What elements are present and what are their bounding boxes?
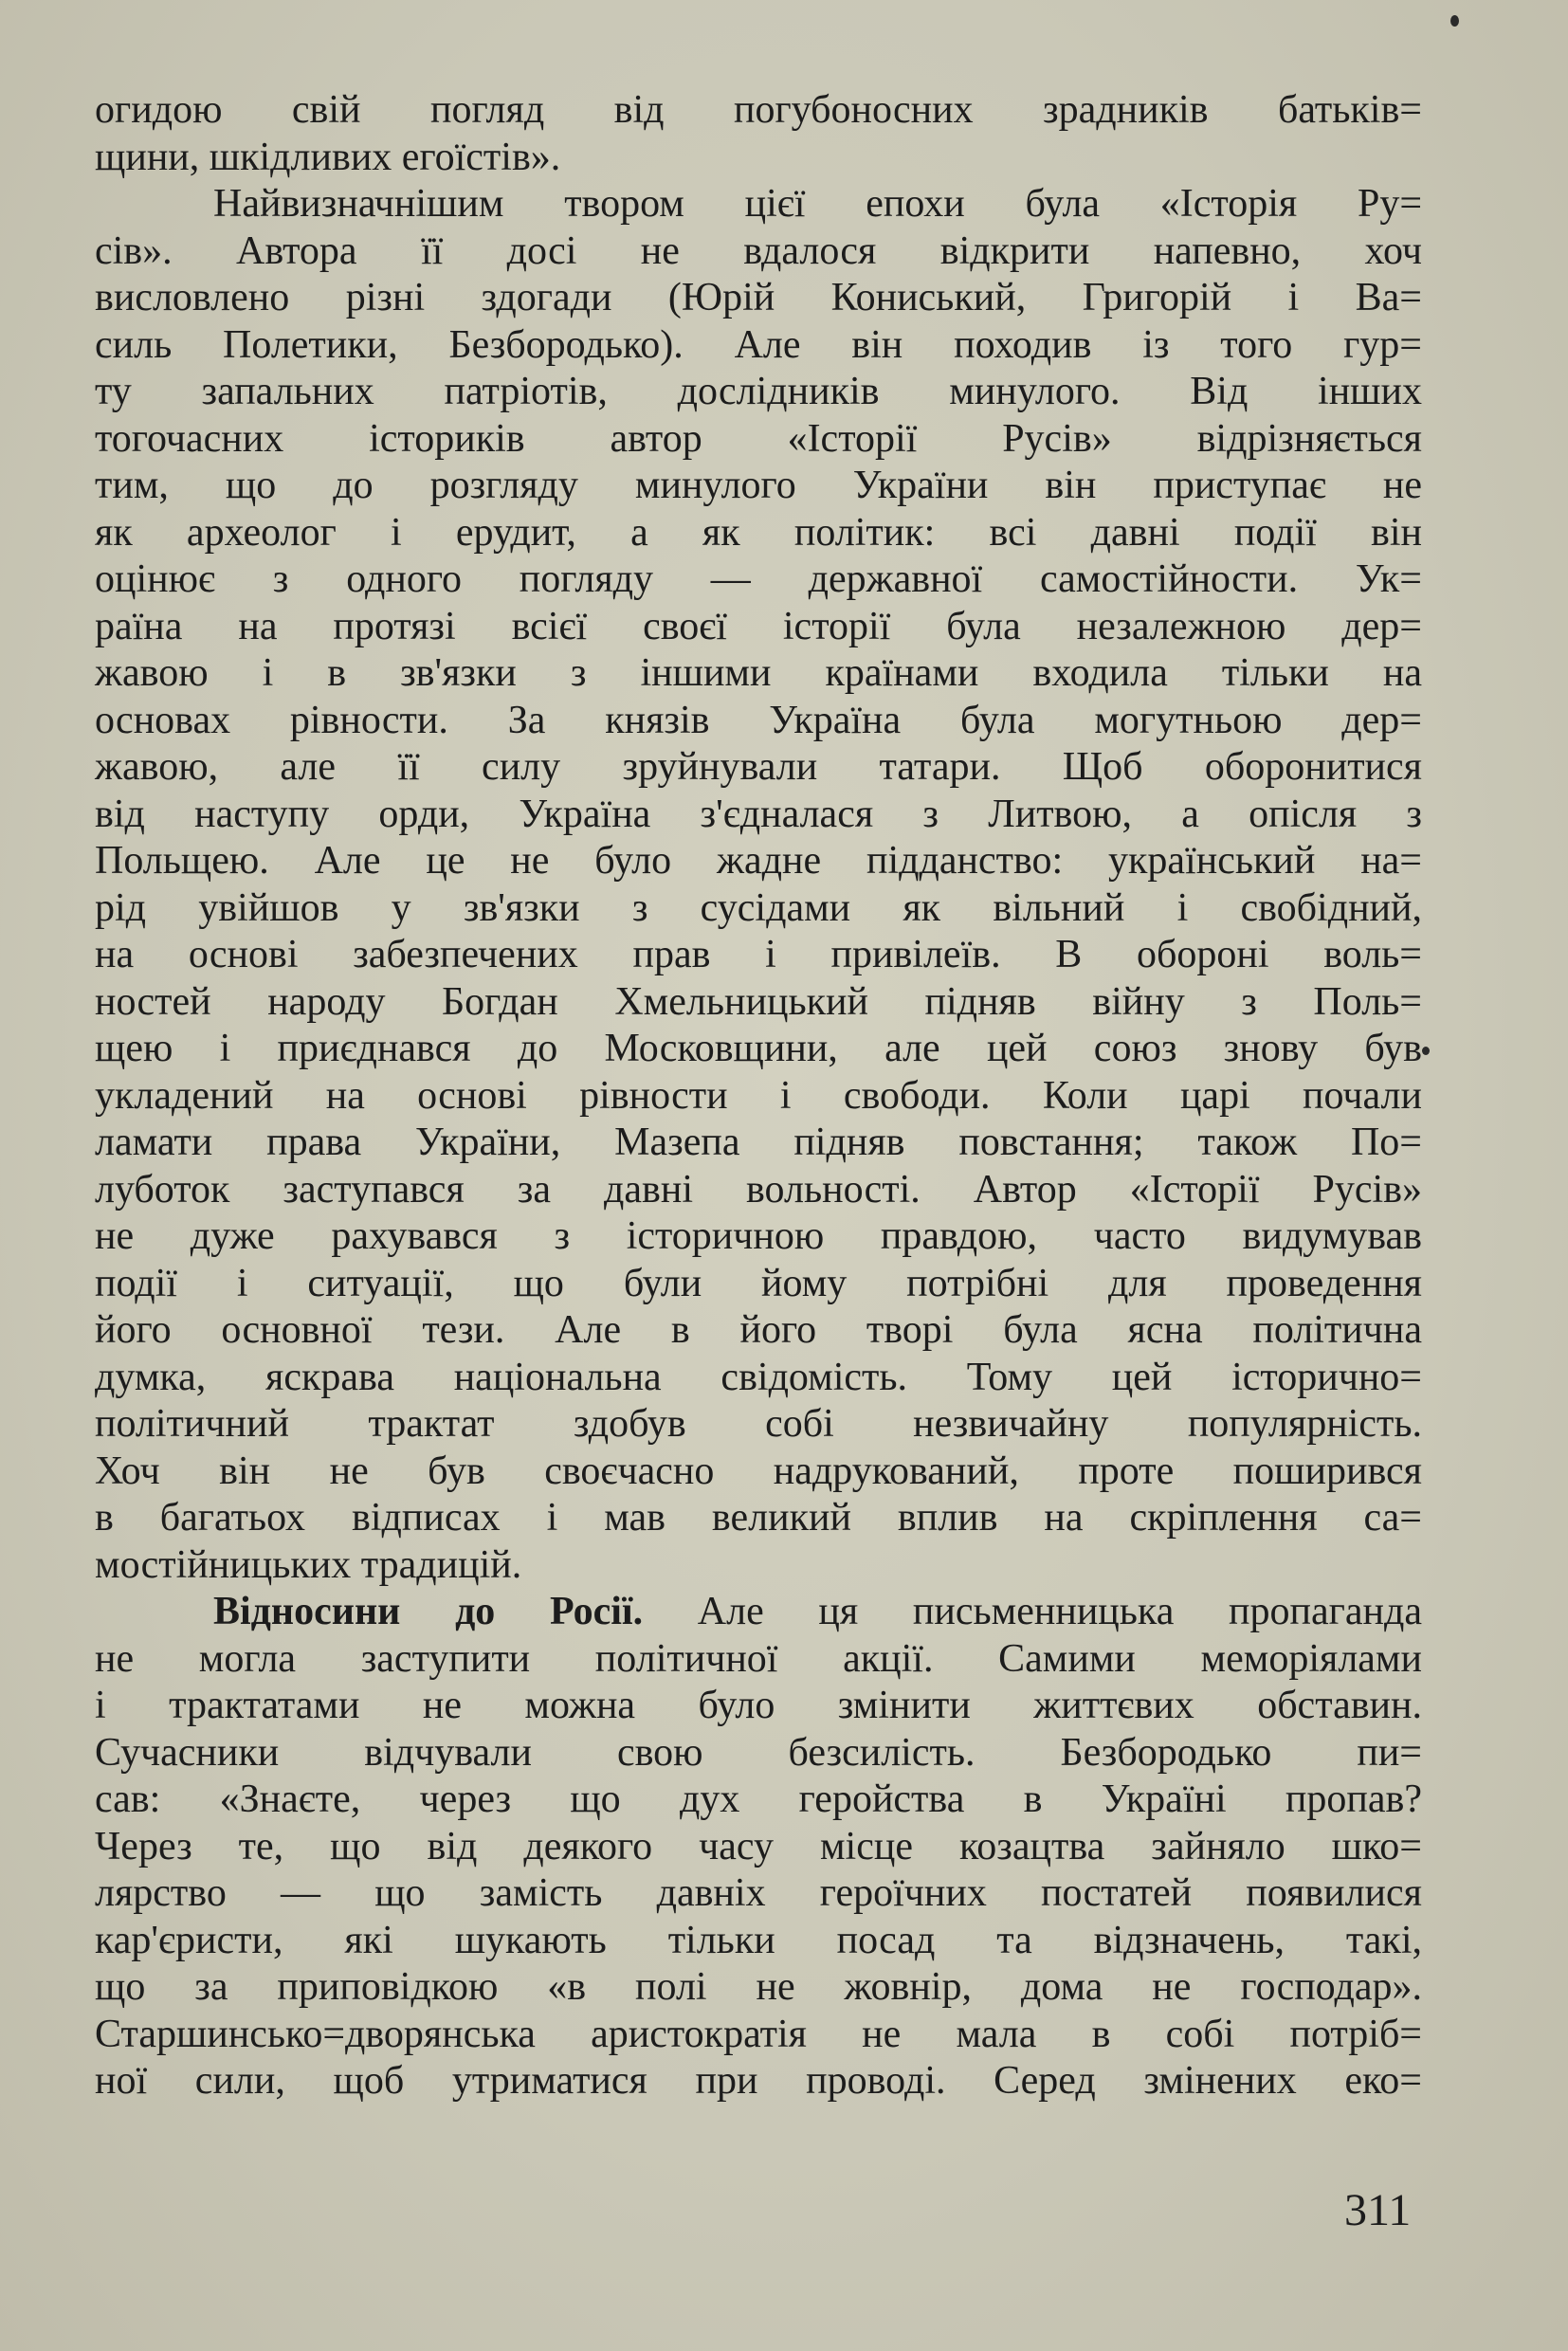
text-line: в багатьох відписах і мав великий вплив на скріплення са= xyxy=(95,1496,1422,1540)
text-line: кар'єристи, які шукають тільки посад та відзначень, такі, xyxy=(95,1918,1422,1962)
text-line: силь Полетики, Безбородько). Але він походив із того гур= xyxy=(95,322,1422,367)
section-heading: Відносини до Росії. xyxy=(213,1590,644,1633)
text-line: ту запальних патріотів, дослідників минулого. Від інших xyxy=(95,370,1422,413)
text-line: Через те, що від деякого часу місце козацтва зайняло шко= xyxy=(95,1824,1422,1868)
text-line: висловлено різні здогади (Юрій Кониський, Григорій і Ва= xyxy=(95,276,1422,319)
text-line: Польщею. Але це не було жадне підданство: український на= xyxy=(95,839,1422,883)
text-line xyxy=(95,1589,1422,1636)
text-line: лярство — що замість давніх героїчних постатей появилися xyxy=(95,1871,1422,1915)
text-line: ностей народу Богдан Хмельницький підняв війну з Поль= xyxy=(95,979,1422,1024)
text-line: Найвизначнішим твором цієї епохи була «Історія Ру= xyxy=(213,182,1422,226)
text-line: від наступу орди, Україна з'єдналася з Литвою, а опісля з xyxy=(95,792,1422,836)
text-line-rest: Але ця письменницька пропаганда xyxy=(643,1590,1422,1633)
text-line: ної сили, щоб утриматися при проводі. Серед змінених еко= xyxy=(95,2059,1422,2103)
body-text xyxy=(95,87,1422,2105)
text-line: думка, яскрава національна свідомість. Тому цей історично= xyxy=(95,1355,1422,1399)
text-line: як археолог і ерудит, а як політик: всі давні події він xyxy=(95,510,1422,555)
print-speck xyxy=(1450,15,1459,27)
text-line: тогочасних істориків автор «Історії Русів» відрізняється xyxy=(95,416,1422,461)
text-line: укладений на основі рівности і свободи. Коли царі почали xyxy=(95,1073,1422,1118)
text-line: політичний трактат здобув собі незвичайну популярність. xyxy=(95,1402,1422,1446)
text-line: рід увійшов у зв'язки з сусідами як вільний і свобідний, xyxy=(95,885,1422,930)
text-line: оцінює з одного погляду — державної самостійности. Ук= xyxy=(95,557,1422,601)
text-line: Старшинсько=дворянська аристократія не мала в собі потріб= xyxy=(95,2012,1422,2056)
text-line: раїна на протязі всієї своєї історії була незалежною дер= xyxy=(95,604,1422,648)
text-line: його основної тези. Але в його творі була ясна політична xyxy=(95,1308,1422,1352)
text-line: жавою і в зв'язки з іншими країнами входила тільки на xyxy=(95,651,1422,695)
text-line: жавою, але її силу зруйнували татари. Щоб оборонитися xyxy=(95,745,1422,789)
text-line: мостійницьких традицій. xyxy=(95,1542,522,1587)
text-line: луботок заступався за давні вольності. Автор «Історії Русів» xyxy=(95,1167,1422,1212)
text-line: на основі забезпечених прав і привілеїв. В обороні воль= xyxy=(95,933,1422,976)
text-line: основах рівности. За князів Україна була могутньою дер= xyxy=(95,698,1422,742)
page-number: 311 xyxy=(1344,2185,1412,2235)
text-line: огидою свій погляд від погубоносних зрадників батьків= xyxy=(95,88,1422,132)
text-line: щею і приєднався до Московщини, але цей союз знову був xyxy=(95,1027,1422,1070)
text-line: і трактатами не можна було змінити життєвих обставин. xyxy=(95,1684,1422,1727)
text-line: Сучасники відчували свою безсилість. Безбородько пи= xyxy=(95,1730,1422,1775)
text-line: сів». Автора її досі не вдалося відкрити напевно, хоч xyxy=(95,228,1422,273)
text-line: тим, що до розгляду минулого України він приступає не xyxy=(95,464,1422,507)
text-line: щини, шкідливих егоїстів». xyxy=(95,135,561,179)
print-speck xyxy=(1422,1047,1430,1055)
text-line: Хоч він не був своєчасно надрукований, проте поширився xyxy=(95,1449,1422,1493)
text-line: події і ситуації, що були йому потрібні для проведення xyxy=(95,1261,1422,1305)
text-line: сав: «Знаєте, через що дух геройства в Україні пропав? xyxy=(95,1777,1422,1821)
text-line: не могла заступити політичної акції. Самими меморіялами xyxy=(95,1636,1422,1681)
text-line: ламати права України, Мазепа підняв повстання; також По= xyxy=(95,1121,1422,1164)
text-line: що за приповідкою «в полі не жовнір, дома не господар». xyxy=(95,1965,1422,2009)
text-line: не дуже рахувався з історичною правдою, часто видумував xyxy=(95,1214,1422,1258)
